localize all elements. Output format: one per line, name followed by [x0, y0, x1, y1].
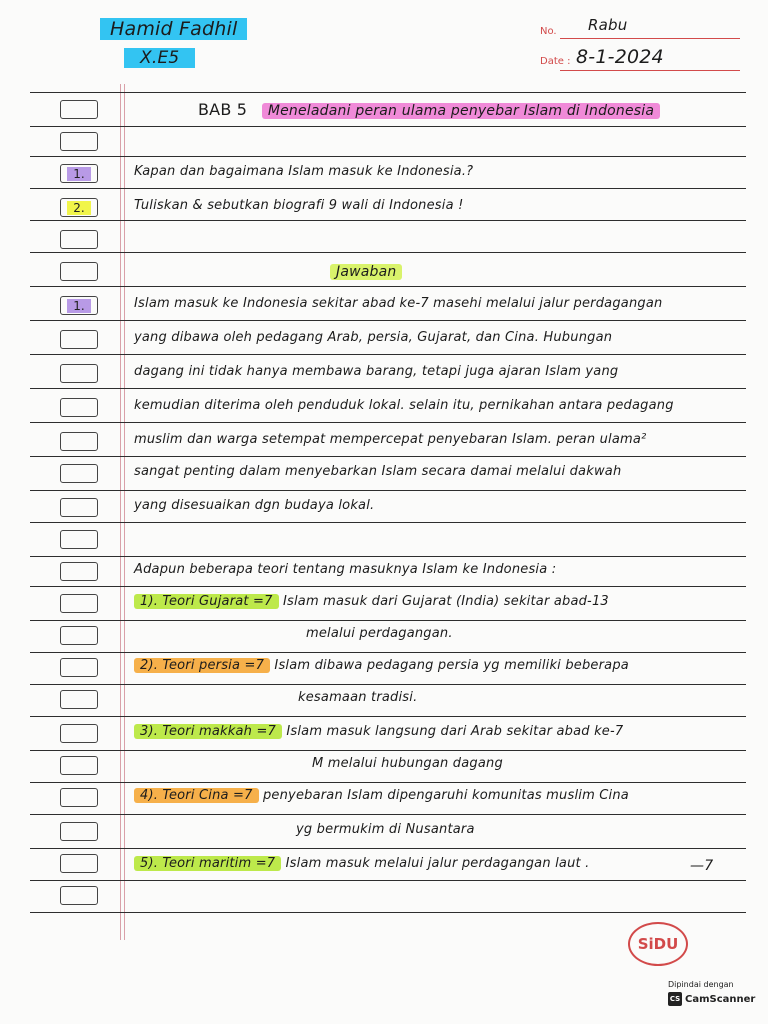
theories-intro: Adapun beberapa teori tentang masuknya Islam ke Indonesia :	[134, 562, 557, 577]
date-label: Date :	[540, 56, 571, 67]
margin-box	[60, 100, 98, 119]
margin-box	[60, 886, 98, 905]
date-value: 8-1-2024	[576, 46, 664, 68]
answer-line: yang dibawa oleh pedagang Arab, persia, Gujarat, dan Cina. Hubungan	[134, 330, 613, 345]
rule-line	[30, 490, 746, 491]
rule-line	[30, 156, 746, 157]
margin-box	[60, 398, 98, 417]
margin-box	[60, 132, 98, 151]
rule-line	[30, 848, 746, 849]
rule-line	[30, 320, 746, 321]
answer-line: dagang ini tidak hanya membawa barang, tetapi juga ajaran Islam yang	[134, 364, 619, 379]
margin-box-answer	[60, 296, 98, 315]
margin-box	[60, 364, 98, 383]
theory-1-cont: melalui perdagangan.	[306, 626, 453, 641]
margin-box	[60, 262, 98, 281]
rule-line	[30, 92, 746, 93]
student-class: X.E5	[124, 48, 195, 68]
rule-line	[30, 750, 746, 751]
answer-line: kemudian diterima oleh penduduk lokal. selain itu, pernikahan antara pedagang	[134, 398, 674, 413]
question-1: Kapan dan bagaimana Islam masuk ke Indonesia.?	[134, 164, 474, 179]
theory-4-cont: yg bermukim di Nusantara	[296, 822, 475, 837]
rule-line	[30, 522, 746, 523]
theory-2-label: 2). Teori persia =7	[134, 658, 270, 673]
q2-number: 2.	[67, 201, 90, 215]
camscanner-logo-icon: CS	[668, 992, 682, 1006]
answer-line: yang disesuaikan dgn budaya lokal.	[134, 498, 375, 513]
theory-4-label: 4). Teori Cina =7	[134, 788, 259, 803]
margin-box	[60, 788, 98, 807]
theory-3-desc: Islam masuk langsung dari Arab sekitar abad ke-7	[286, 724, 624, 739]
rule-line	[30, 354, 746, 355]
theory-2	[134, 658, 629, 673]
rule-line	[30, 880, 746, 881]
q1-number: 1.	[67, 167, 90, 181]
theory-5-desc: Islam masuk melalui jalur perdagangan laut .	[285, 856, 590, 871]
margin-box	[60, 724, 98, 743]
rule-line	[30, 586, 746, 587]
theory-4-desc: penyebaran Islam dipengaruhi komunitas muslim Cina	[262, 788, 629, 803]
rule-line	[30, 286, 746, 287]
margin-box	[60, 756, 98, 775]
no-label: No.	[540, 26, 557, 37]
brand-stamp: SiDU	[628, 922, 688, 966]
answer-line: Islam masuk ke Indonesia sekitar abad ke-7 masehi melalui jalur perdagangan	[134, 296, 663, 311]
chapter-label: BAB 5	[198, 100, 248, 119]
margin-box	[60, 822, 98, 841]
theory-4	[134, 788, 629, 803]
chapter-topic: Meneladani peran ulama penyebar Islam di Indonesia	[262, 103, 660, 119]
answer-heading-text: Jawaban	[330, 264, 402, 280]
trailing-arrow: —7	[690, 858, 714, 874]
scanner-caption: Dipindai dengan	[668, 980, 734, 989]
rule-line	[30, 684, 746, 685]
rule-line	[30, 814, 746, 815]
question-2: Tuliskan & sebutkan biografi 9 wali di Indonesia !	[134, 198, 464, 213]
rule-line	[30, 782, 746, 783]
answer-line: sangat penting dalam menyebarkan Islam secara damai melalui dakwah	[134, 464, 622, 479]
theory-5	[134, 856, 590, 871]
margin-box	[60, 854, 98, 873]
theory-1-label: 1). Teori Gujarat =7	[134, 594, 279, 609]
rule-line	[30, 188, 746, 189]
theory-2-cont: kesamaan tradisi.	[298, 690, 418, 705]
chapter-title	[198, 100, 660, 119]
answer-line: muslim dan warga setempat mempercepat penyebaran Islam. peran ulama²	[134, 432, 647, 447]
margin-box	[60, 690, 98, 709]
theory-3-label: 3). Teori makkah =7	[134, 724, 282, 739]
student-name: Hamid Fadhil	[100, 18, 247, 40]
rule-line	[30, 126, 746, 127]
rule-line	[30, 556, 746, 557]
margin-box	[60, 658, 98, 677]
no-underline	[560, 38, 740, 39]
theory-3	[134, 724, 623, 739]
margin-box	[60, 464, 98, 483]
margin-line-right	[124, 84, 125, 940]
margin-box	[60, 498, 98, 517]
scanner-brand: CamScanner	[685, 993, 756, 1005]
rule-line	[30, 422, 746, 423]
rule-line	[30, 912, 746, 913]
margin-box	[60, 594, 98, 613]
margin-box	[60, 562, 98, 581]
theory-3-cont: M melalui hubungan dagang	[312, 756, 503, 771]
margin-box-q2	[60, 198, 98, 217]
theory-1	[134, 594, 609, 609]
margin-line-left	[120, 84, 121, 940]
rule-line	[30, 388, 746, 389]
rule-line	[30, 620, 746, 621]
margin-box	[60, 432, 98, 451]
camscanner-watermark	[668, 980, 760, 1016]
theory-1-desc: Islam masuk dari Gujarat (India) sekitar abad-13	[282, 594, 609, 609]
margin-box	[60, 626, 98, 645]
margin-box-q1	[60, 164, 98, 183]
margin-box	[60, 530, 98, 549]
rule-line	[30, 456, 746, 457]
margin-box	[60, 330, 98, 349]
rule-line	[30, 716, 746, 717]
rule-line	[30, 252, 746, 253]
answer-heading	[330, 264, 402, 280]
date-underline	[560, 70, 740, 71]
rule-line	[30, 652, 746, 653]
rule-line	[30, 220, 746, 221]
theory-5-label: 5). Teori maritim =7	[134, 856, 281, 871]
theory-2-desc: Islam dibawa pedagang persia yg memiliki beberapa	[274, 658, 629, 673]
answer-number: 1.	[67, 299, 90, 313]
day-value: Rabu	[588, 16, 628, 34]
margin-box	[60, 230, 98, 249]
